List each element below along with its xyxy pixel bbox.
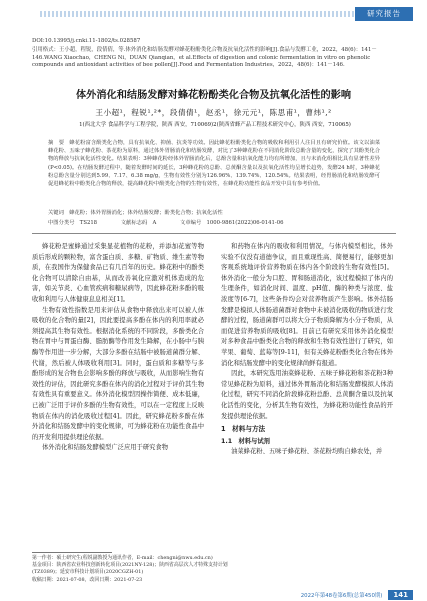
- header-divider: [32, 233, 396, 234]
- footnote-funding: 基金项目：陕西省农业科技创新转化项目(2021NY-128)；陕西省高层次人才特殊支持计划(TZ0389)；延安市科技计划项目(2020CGZH-01): [32, 562, 228, 576]
- section-tag: 研究报告: [355, 7, 413, 21]
- abstract: 摘 要 蜂花粉富含酚类化合物，具有抗氧化、抑菌、抗炎等功效。因此蜂花粉酚类化合物的吸收和利用引人注目且有研究价值。该文以油菜蜂花粉、五味子蜂花粉、茶花粉为原料，通过体外胃肠消化和结肠发酵，对比了3种蜂花粉在不同消化阶段总酚含量的变化，探究了其酚类化合物的释放与抗氧化活性变化。结果表明：3种蜂花粉经体外胃肠消化后，总酚含量和抗氧化能力均有所增加，且与未消化组相比具有显著性差异(P<0.05)。在结肠发酵过程中，随着发酵时间的延长，3种蜂花粉的总酚、总黄酮含量以及抗氧化活性均呈增长趋势，发酵24 h时，3种蜂花粉总酚含量分别达到5.99、7.17、6.38 mg/g，生物有效性分别为126.96%、139.74%、120.54%。结果表明，经胃肠消化和结肠发酵可促进蜂花粉中酚类化合物的释放，提高蜂花粉中酚类化合物的生物有效性，在蜂花粉功能性食品开发中具有参考价值。: [48, 140, 380, 188]
- article-number: 文章编号 1000-9861(2022)06-0141-06: [180, 220, 284, 226]
- subsection-heading: 1.1 材料与试剂: [221, 437, 270, 445]
- footnote-dates: 收稿日期：2021-07-08，改回日期：2021-07-23: [32, 576, 143, 583]
- body-paragraph: 油菜蜂花粉、五味子蜂花粉、茶花粉均购自蜂农处，并: [231, 448, 383, 456]
- article-title: 体外消化和结肠发酵对蜂花粉酚类化合物及抗氧化活性的影响: [75, 90, 352, 101]
- body-paragraph: 蜂花粉是蜜蜂通过采集显花植物的花粉，并添加花蜜等物质后形成的颗粒物，富含蛋白质、多糖、矿物质、维生素等物质，在我国作为保健食品已有几百年的历史。蜂花粉中的酚类化合物可以清除自由基，从而改善氧化应激对机体造成的危害，如关节炎、心血管疾病和糖尿病等，因此蜂花粉多酚的吸收和利用与人体健康息息相关[1]。: [32, 243, 204, 303]
- body-left-column: [32, 242, 204, 454]
- document-code: 文献标志码 A: [120, 220, 157, 226]
- citation-format: 引用格式：王小超，程锐，段倩倩，等.体外消化和结肠发酵对蜂花粉酚类化合物及抗氧化活性的影响[J].食品与发酵工业，2022，48(6)：141－146.WANG Xiaochao，CHENG Ni，DUAN Qianqian，et al.Effects of digestion and colonic fermentation in vitro on phenolic compounds and antioxidant activities of bee pollen[J].Food and Fermentation Industries，2022，48(6)：141－146.: [32, 47, 377, 69]
- affiliation: 1(西北大学 食品科学与工程学院，陕西 西安，710069)2(陕西省蜂产品工程技术研究中心，陕西 西安，710065): [79, 122, 351, 128]
- footnote-rule: [32, 552, 112, 553]
- clc-number: 中图分类号 TS218: [48, 220, 98, 226]
- doi-line: DOI:10.13995/j.cnki.11-1802/ts.028587: [32, 38, 141, 44]
- page-number: 141: [388, 590, 413, 600]
- body-paragraph: 体外消化和结肠发酵模型广泛应用于研究食物: [42, 444, 169, 452]
- keywords: 关键词 蜂花粉；体外胃肠消化；体外结肠发酵；酚类化合物；抗氧化活性: [48, 210, 223, 216]
- body-right-column: [221, 242, 393, 458]
- journal-header-bar: [0, 0, 427, 28]
- body-paragraph: 因此，本研究选用油菜蜂花粉、五味子蜂花粉和茶花粉3种常见蜂花粉为原料，通过体外胃肠消化和结肠发酵模拟人体消化过程，研究不同消化阶段蜂花粉总酚、总黄酮含量以及抗氧化活性的变化，分析其生物有效性，为蜂花粉功能性食品的开发提供理论依据。: [221, 370, 393, 420]
- section-heading: 1 材料与方法: [221, 425, 266, 434]
- page-footer: [301, 590, 413, 600]
- footnotes: [32, 552, 232, 584]
- journal-issue-info: 2022年第48卷第6期(总第450期): [300, 593, 383, 599]
- classification-line: [48, 219, 380, 227]
- author-list: 王小超¹，程锐¹,²*，段倩倩¹，赵丞¹，徐元元¹，陈思甫¹，曹炜¹,²: [95, 108, 332, 117]
- body-paragraph: 和药物在体内的吸收和利用情况，与体内模型相比，体外实验不仅没有道德争议，而且重现性高、简便易行，能够更加客观系统地评价营养物质在体内各个阶段的生物有效性[5]。体外消化一般分为口腔、胃和肠道消化，该过程模拟了体内的生理条件，如消化时间、温度、pH值、酶的种类与浓度、盐浓度等[6-7]，这些条件均会对营养物质产生影响。体外结肠发酵是模拟人体肠道菌群对食物中未被消化吸收的物质进行发酵的过程，肠道菌群可以将大分子物质降解为小分子物质，从而促进营养物质的吸收[8]。目前已有研究采用体外消化模型对多种食品中酚类化合物的释放和生物有效性进行了研究，如苹果、葡萄、蓝莓等[9-11]，但有关蜂花粉酚类化合物在体外消化和结肠发酵中的变化规律尚鲜有报道。: [221, 243, 393, 367]
- header-decoration: [40, 11, 355, 17]
- footnote-author: 第一作者：硕士研究生(程锐副教授为通讯作者，E-mail：chengni@nwu.edu.cn): [32, 555, 213, 561]
- body-paragraph: 生物有效性指数是用来评估从食物中释放出来可以被人体吸收的化合物的量[2]，因此要提高多酚在体内的利用率就必须提高其生物有效性。根据消化系统的不同阶段，多酚类化合物在胃中与胃蛋白酶、脂肪酶等作用发生降解，在小肠中与胰酶等作用进一步分解，大部分多酚在结肠中被肠道菌群分解、代谢，然后被人体吸收利用[3]。同时，蛋白质和多糖等与多酚形成的复合物也会影响多酚的释放与吸收，从而影响生物有效性的评估，因此研究多酚在体内的消化过程对于评价其生物有效性具有重要意义。体外消化模型因操作简便、成本低廉，已被广泛用于评价多酚的生物有效性，可以在一定程度上反映物质在体内的消化吸收过程[4]。因此，研究蜂花粉多酚在体外消化和结肠发酵中的变化规律，可为蜂花粉在功能性食品中的开发利用提供理论依据。: [32, 306, 204, 441]
